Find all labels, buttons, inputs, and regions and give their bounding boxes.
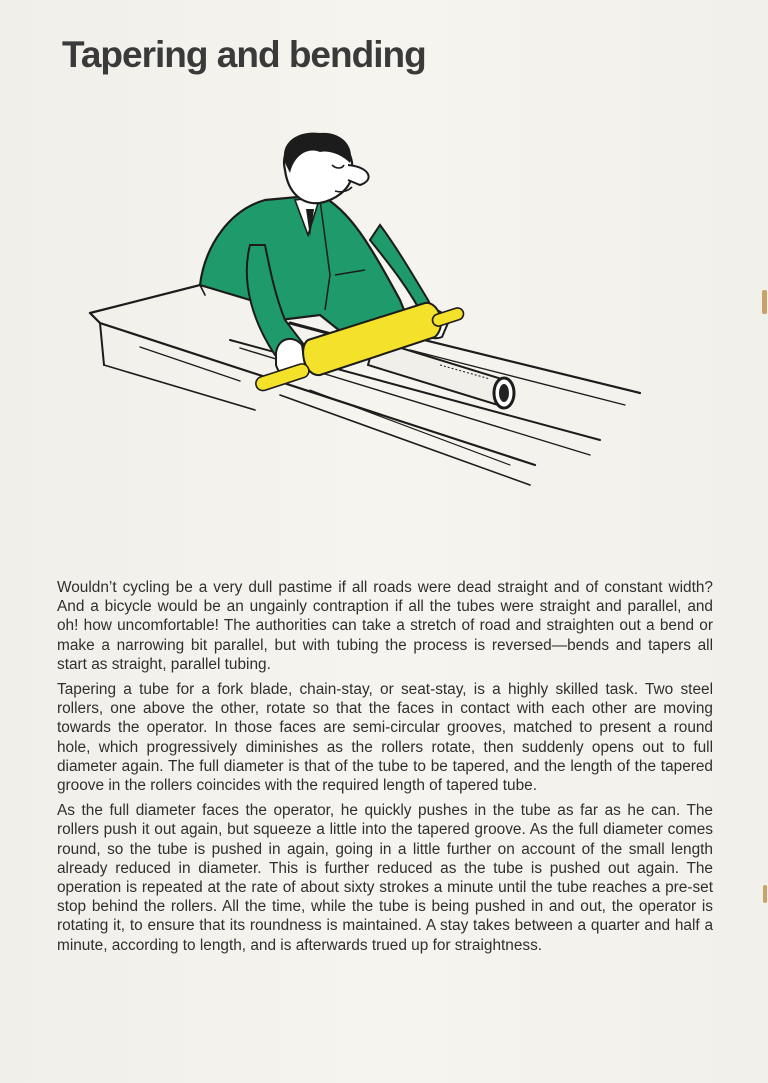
page-edge-mark <box>762 290 767 314</box>
paragraph-2: Tapering a tube for a fork blade, chain-stay, or seat-stay, is a highly skilled task. Two steel rollers, one above the other, rotate so that the faces in contact with each other are moving towards the operator. In those faces are semi-circular grooves, matched to present a round hole, which progressively diminishes as the rollers rotate, then suddenly opens out to full diameter again. The full diameter is that of the tube to be tapered, and the length of the tapered groove in the rollers coincides with the required length of tapered tube. <box>57 681 713 795</box>
page-edge-mark <box>763 885 767 903</box>
paragraph-3: As the full diameter faces the operator, he quickly pushes in the tube as far as he can. The rollers push it out again, but squeeze a little into the tapered groove. As the full diameter comes round, so the tube is pushed in again, going in a little further on account of the small length already reduced in diameter. This is further reduced as the tube is pushed out again. The operation is repeated at the rate of about sixty strokes a minute until the tube reaches a pre-set stop behind the rollers. All the time, while the tube is being pushed in and out, the operator is rotating it, to ensure that its roundness is maintained. A stay takes between a quarter and half a minute, according to length, and is afterwards trued up for straightness. <box>57 802 713 954</box>
body-text <box>57 578 713 961</box>
paragraph-1: Wouldn’t cycling be a very dull pastime if all roads were dead straight and of constant width? And a bicycle would be an ungainly contraption if all the tubes were straight and parallel, and oh! how uncomfortable! The authorities can take a stretch of road and straighten out a bend or make a narrowing bit parallel, but with tubing the process is reversed—bends and tapers all start as straight, parallel tubing. <box>57 579 713 673</box>
page-title: Tapering and bending <box>62 34 426 75</box>
illustration-man-rolling-tube <box>80 125 650 500</box>
